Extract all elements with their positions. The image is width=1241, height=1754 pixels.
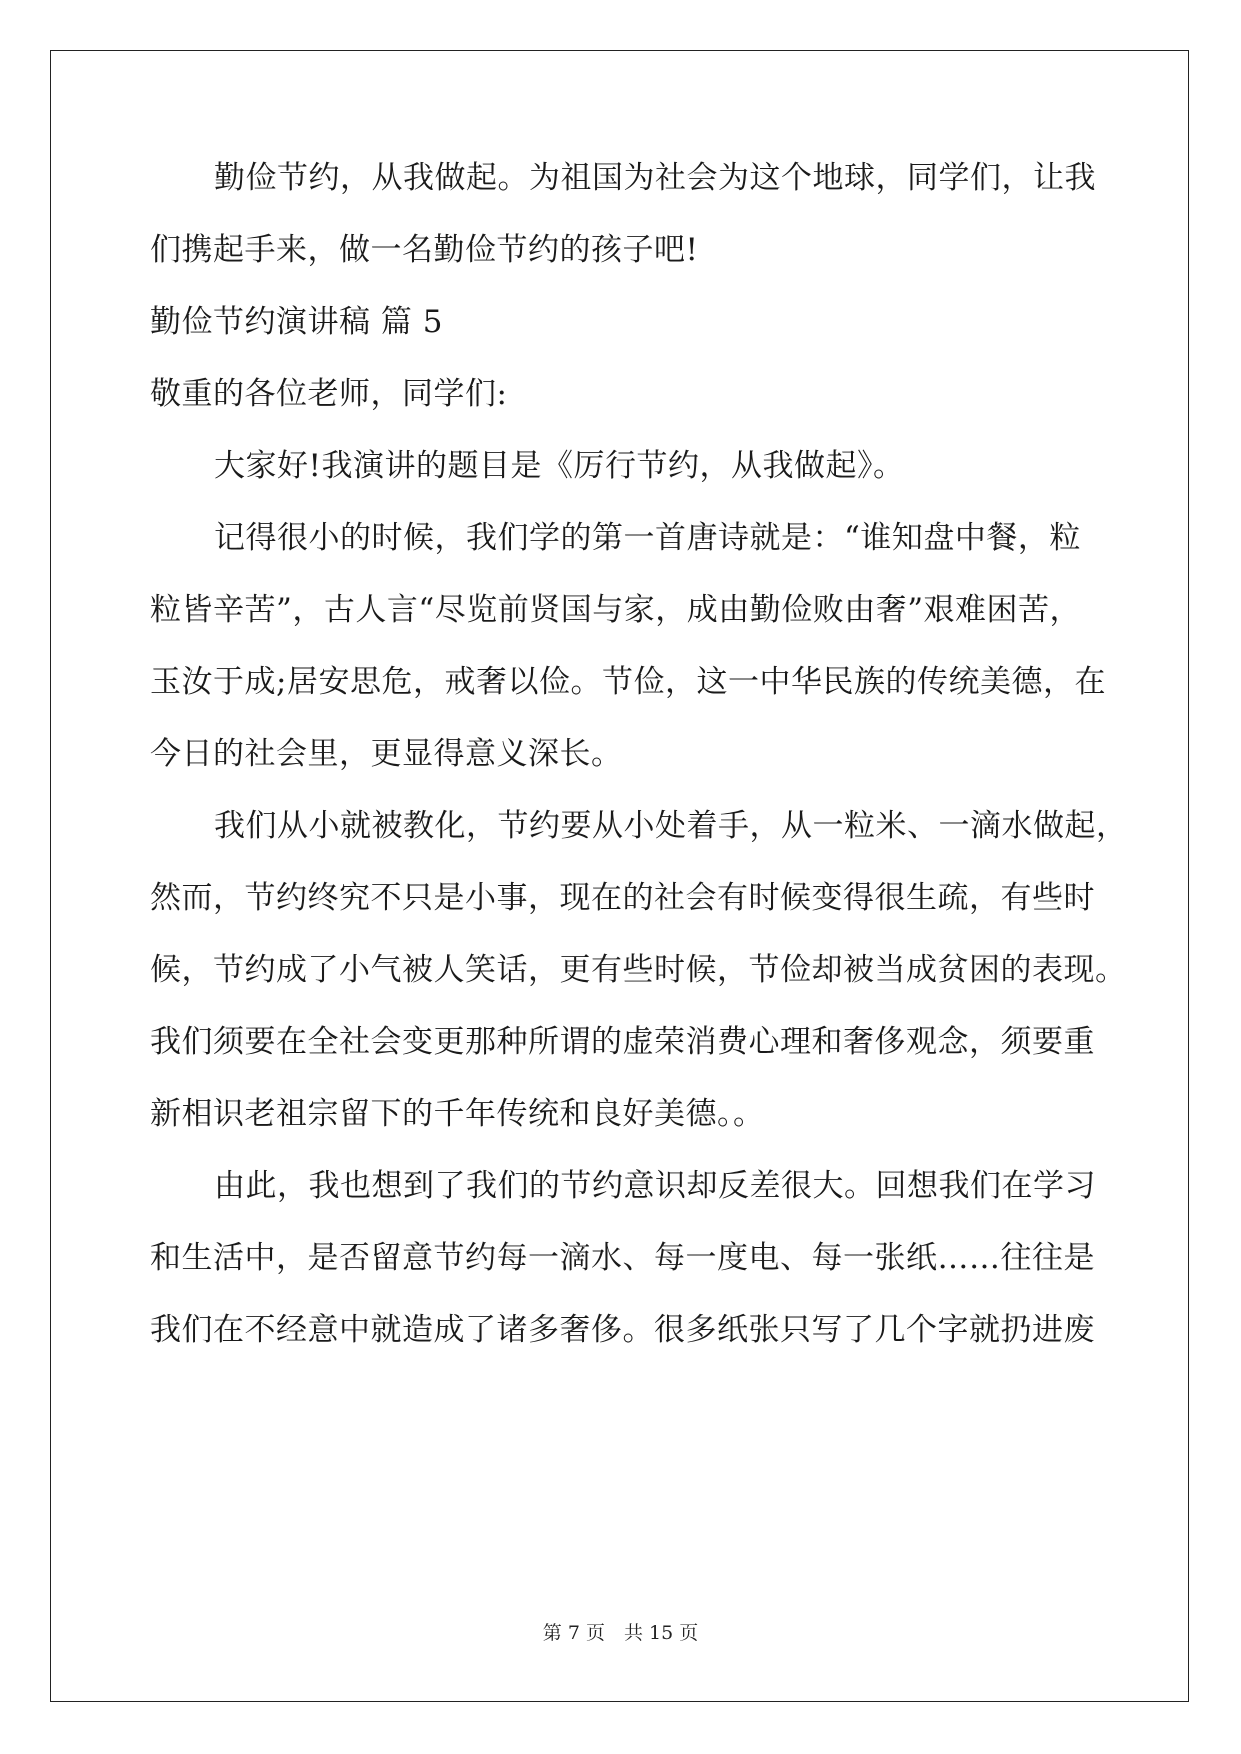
text-line: 新相识老祖宗留下的千年传统和良好美德。。 [150,1096,765,1132]
text-line: 玉汝于成;居安思危，戒奢以俭。节俭，这一中华民族的传统美德，在 [150,664,1106,700]
text-line: 我们从小就被教化，节约要从小处着手，从一粒米、一滴水做起， [214,808,1128,844]
text-line: 记得很小的时候，我们学的第一首唐诗就是：“谁知盘中餐，粒 [214,520,1081,556]
text-line: 我们须要在全社会变更那种所谓的虚荣消费心理和奢侈观念，须要重 [150,1024,1095,1060]
salutation: 敬重的各位老师，同学们: [150,376,508,412]
text-line: 今日的社会里，更显得意义深长。 [150,736,623,772]
page-number: 第 7 页 共 15 页 [542,1622,699,1644]
text-line: 勤俭节约，从我做起。为祖国为社会为这个地球，同学们，让我 [214,160,1096,196]
section-heading: 勤俭节约演讲稿 篇 5 [150,304,443,340]
text-line: 大家好!我演讲的题目是《厉行节约，从我做起》。 [214,448,905,484]
text-line: 和生活中，是否留意节约每一滴水、每一度电、每一张纸……往往是 [150,1240,1095,1276]
text-line: 们携起手来，做一名勤俭节约的孩子吧! [150,232,699,268]
text-line: 然而，节约终究不只是小事，现在的社会有时候变得很生疏，有些时 [150,880,1095,916]
text-line: 候，节约成了小气被人笑话，更有些时候，节俭却被当成贫困的表现。 [150,952,1127,988]
text-line: 由此，我也想到了我们的节约意识却反差很大。回想我们在学习 [214,1168,1096,1204]
page-border [50,50,1189,1702]
text-line: 粒皆辛苦”，古人言“尽览前贤国与家，成由勤俭败由奢”艰难困苦， [150,592,1082,628]
text-line: 我们在不经意中就造成了诸多奢侈。很多纸张只写了几个字就扔进废 [150,1312,1095,1348]
